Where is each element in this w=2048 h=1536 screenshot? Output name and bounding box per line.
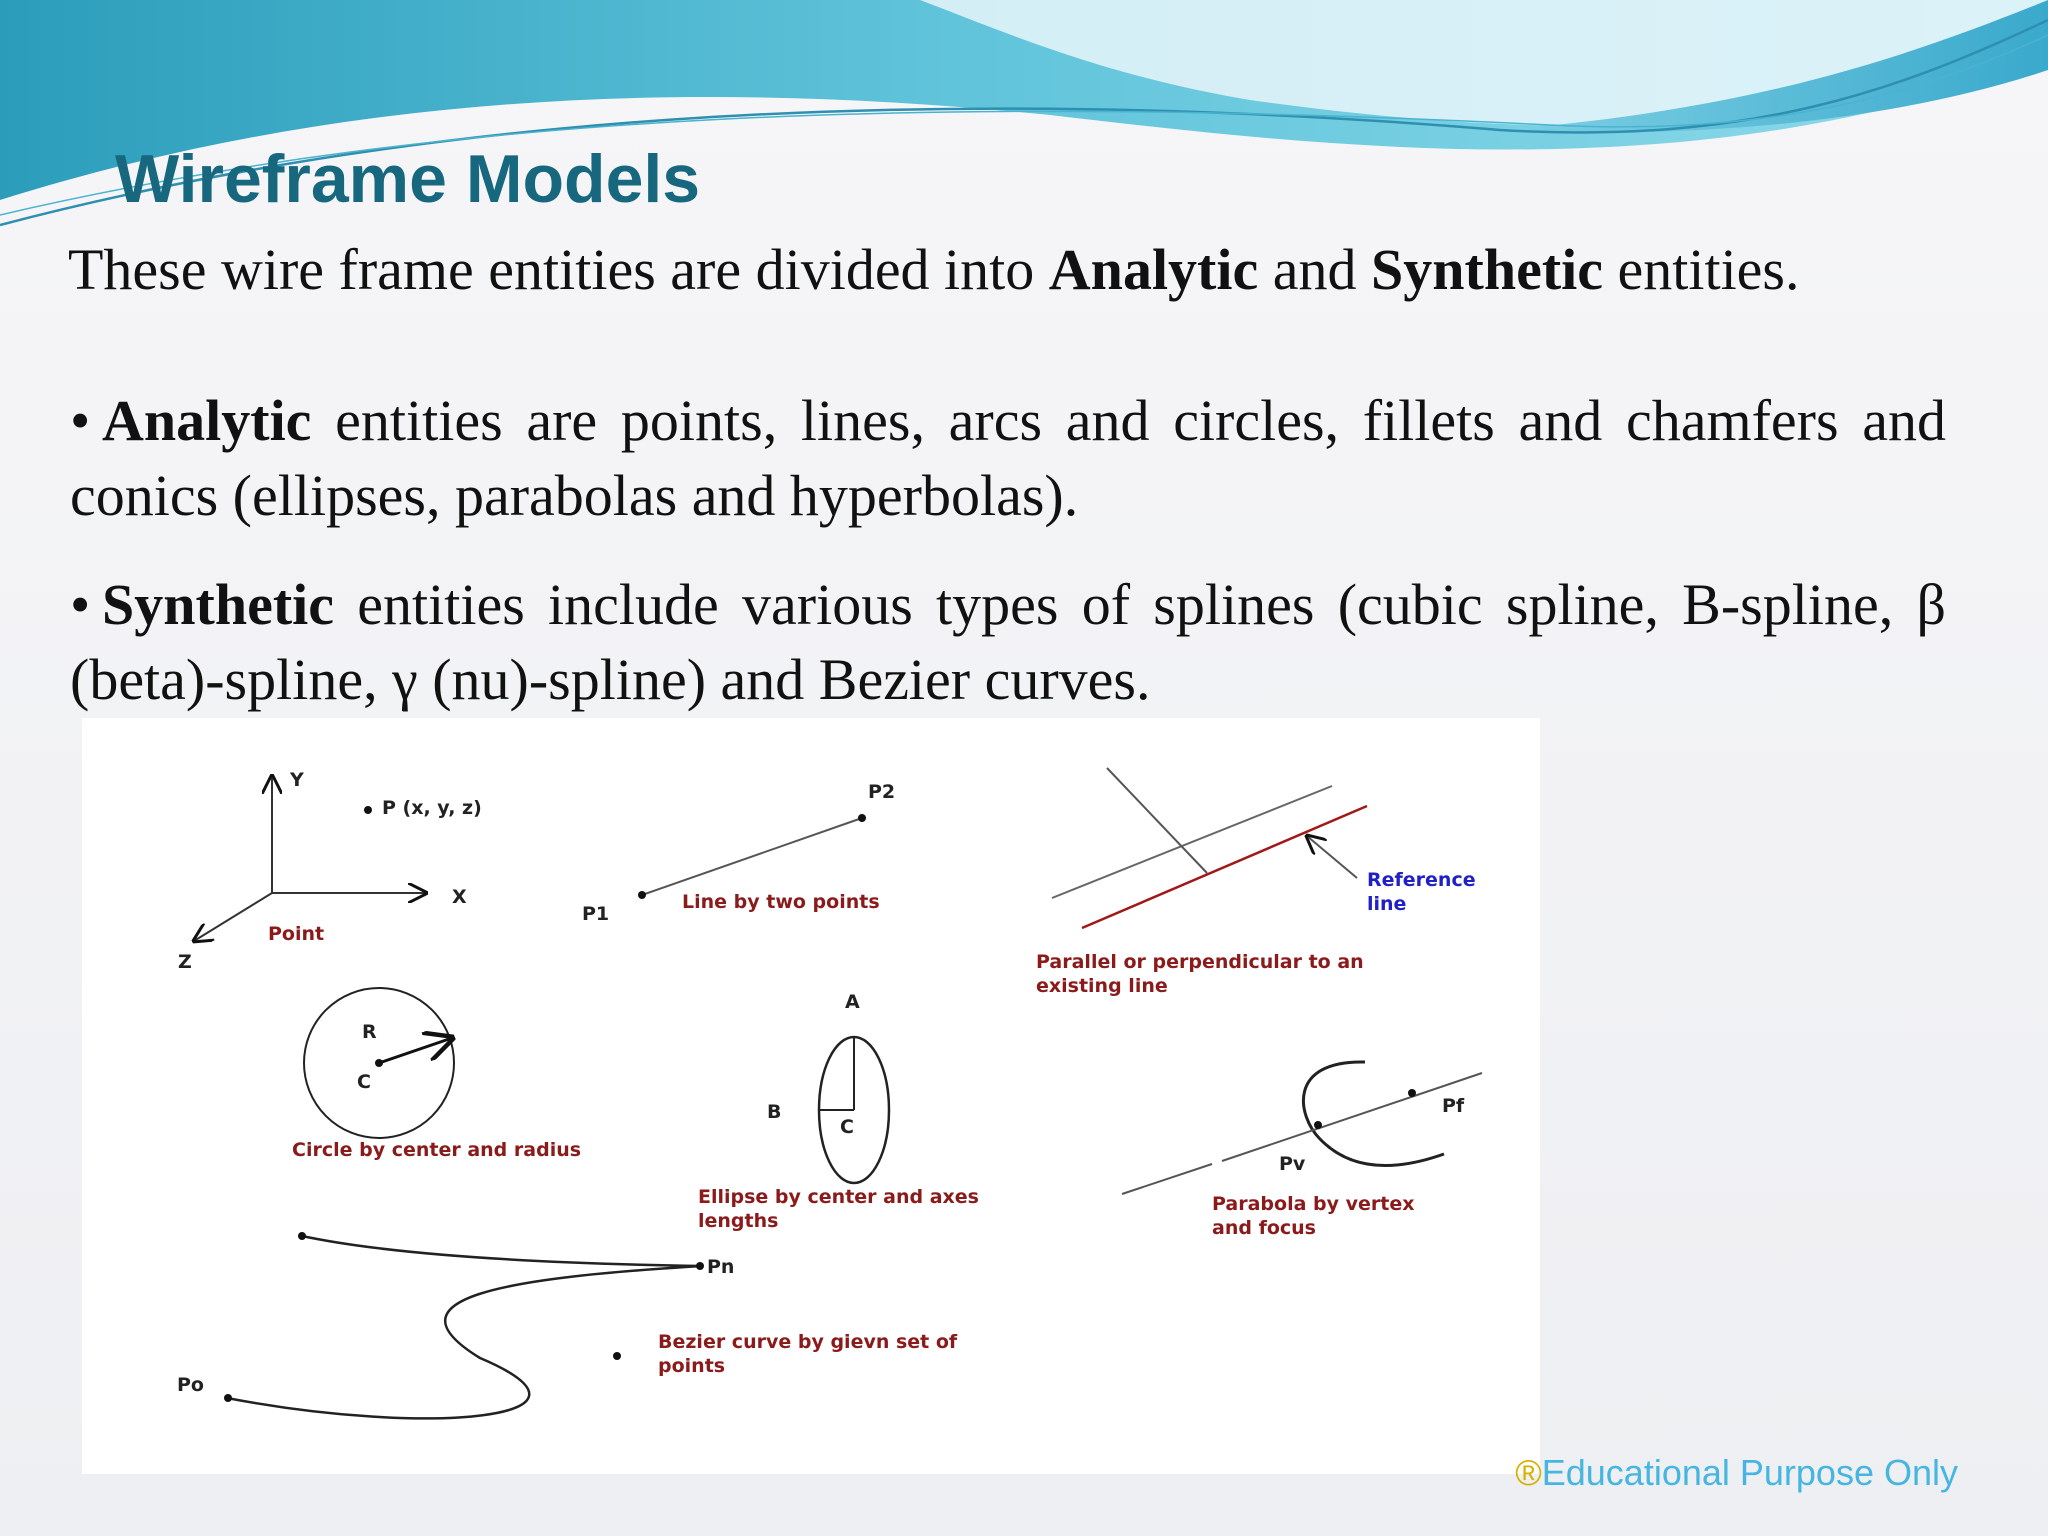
point-marker — [364, 806, 372, 814]
line-diagram — [582, 781, 895, 925]
point-diagram — [178, 769, 482, 973]
bezier-diagram — [177, 1232, 958, 1418]
bezier-start-point — [298, 1232, 306, 1240]
bezier-control-point — [613, 1352, 621, 1360]
focus-marker — [1408, 1089, 1416, 1097]
ellipse-b-label: B — [767, 1101, 782, 1123]
ellipse-c-label: C — [840, 1116, 854, 1138]
pn-marker — [696, 1262, 704, 1270]
parabola-caption-1: Parabola by vertex — [1212, 1193, 1415, 1215]
vertex-marker — [1314, 1121, 1322, 1129]
bullet-analytic — [70, 383, 1946, 533]
parallel-caption-1: Parallel or perpendicular to an — [1036, 951, 1364, 973]
bullet-synthetic-bold: Synthetic — [102, 572, 334, 637]
bullet-dot-icon: • — [70, 388, 91, 453]
reference-label-2: line — [1367, 893, 1407, 915]
slide-title: Wireframe Models — [115, 141, 701, 217]
footer-notice — [1515, 1452, 1958, 1494]
perpendicular-line — [1107, 768, 1207, 873]
po-label: Po — [177, 1374, 204, 1396]
intro-text-3: entities. — [1602, 237, 1800, 302]
focus-label: Pf — [1442, 1095, 1465, 1117]
ellipse-diagram — [698, 991, 979, 1232]
ellipse-caption-2: lengths — [698, 1210, 779, 1232]
axis-z-label: Z — [178, 951, 192, 973]
p2-marker — [858, 814, 866, 822]
axis-y-label: Y — [290, 769, 304, 791]
reference-label-1: Reference — [1367, 869, 1476, 891]
pn-label: Pn — [707, 1256, 735, 1278]
parabola-caption-2: and focus — [1212, 1217, 1316, 1239]
radius-line — [379, 1038, 452, 1063]
intro-text-2: and — [1258, 237, 1371, 302]
axis-x-label: X — [452, 886, 467, 908]
radius-label: R — [362, 1021, 377, 1043]
point-caption: Point — [268, 923, 325, 945]
parabola-curve — [1303, 1062, 1444, 1166]
parabola-axis-line-a — [1122, 1164, 1212, 1194]
z-axis — [194, 893, 272, 941]
ellipse-caption-1: Ellipse by center and axes — [698, 1186, 979, 1208]
bullet-analytic-text: entities are points, lines, arcs and circles, fillets and chamfers and conics (ellipses, parabolas and hyperbolas). — [70, 388, 1946, 528]
footer-text: Educational Purpose Only — [1541, 1452, 1958, 1493]
parabola-diagram — [1122, 1062, 1482, 1239]
wireframe-entities-figure — [82, 718, 1540, 1474]
parallel-caption-2: existing line — [1036, 975, 1168, 997]
po-marker — [224, 1394, 232, 1402]
bullet-synthetic — [70, 567, 1946, 717]
reference-line — [1082, 806, 1367, 928]
line-caption: Line by two points — [682, 891, 880, 913]
reference-pointer — [1307, 836, 1357, 878]
intro-bold-synthetic: Synthetic — [1370, 237, 1603, 302]
bullet-dot-icon: • — [70, 572, 91, 637]
vertex-label: Pv — [1279, 1153, 1306, 1175]
circle-center-marker — [375, 1059, 383, 1067]
bezier-curve — [227, 1236, 702, 1418]
bullet-analytic-bold: Analytic — [102, 388, 312, 453]
bezier-caption-1: Bezier curve by gievn set of — [658, 1331, 958, 1353]
circle-caption: Circle by center and radius — [292, 1139, 582, 1161]
line-segment — [642, 818, 862, 895]
bezier-caption-2: points — [658, 1355, 726, 1377]
parabola-axis-line-b — [1222, 1073, 1482, 1161]
p1-label: P1 — [582, 903, 610, 925]
circle-diagram — [292, 988, 581, 1161]
circle-center-label: C — [357, 1071, 371, 1093]
bullet-synthetic-text: entities include various types of splines (cubic spline, B-spline, β (beta)-spline, γ (nu)-spline) and Bezier curves. — [70, 572, 1946, 712]
entities-diagram — [82, 718, 1540, 1474]
point-coord-label: P (x, y, z) — [382, 797, 482, 819]
parallel-diagram — [1036, 768, 1476, 997]
registered-icon: ® — [1515, 1452, 1542, 1493]
intro-text-1: These wire frame entities are divided into — [68, 237, 1049, 302]
p2-label: P2 — [868, 781, 896, 803]
ellipse-a-label: A — [845, 991, 860, 1013]
intro-paragraph — [68, 232, 1968, 307]
intro-bold-analytic: Analytic — [1048, 237, 1259, 302]
p1-marker — [638, 891, 646, 899]
